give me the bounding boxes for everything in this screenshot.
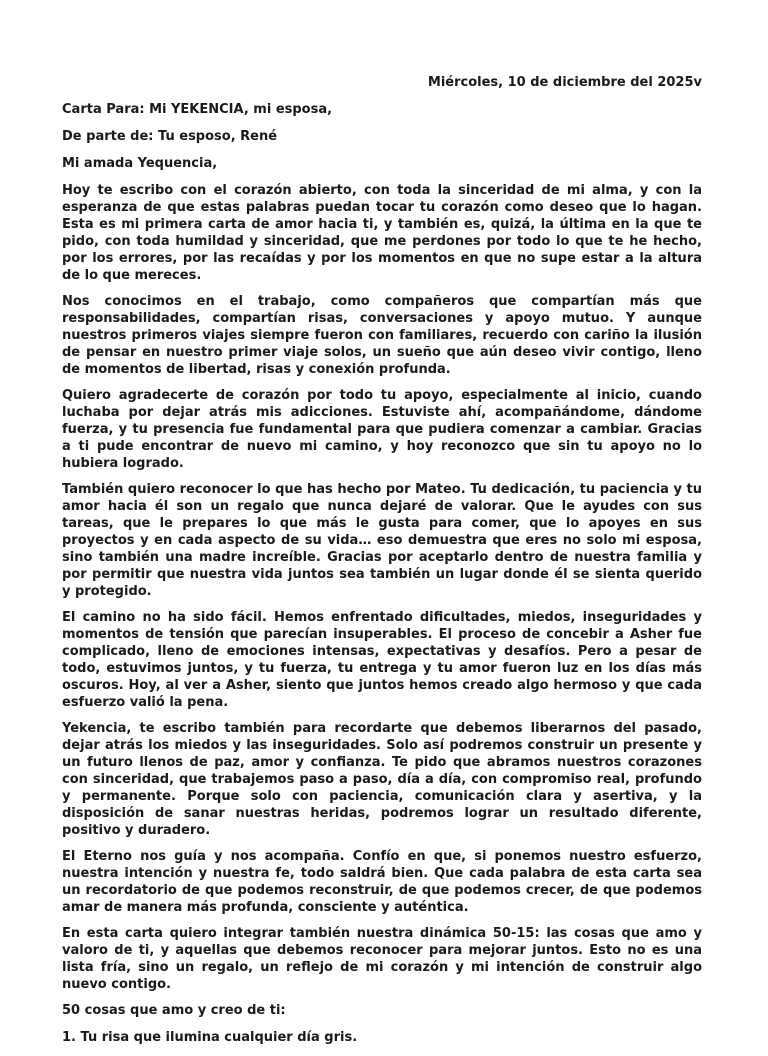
- paragraph-2: Nos conocimos en el trabajo, como compañeros que compartían más que responsabilidades, compartían risas, conversaciones y apoyo mutuo. Y aunque nuestros primeros viajes siempre fueron con familiares, recuerdo con cariño la ilusión de pensar en nuestro primer viaje solos, un sueño que aún deseo vivir contigo, lleno de momentos de libertad, risas y conexión profunda.: [62, 294, 702, 377]
- list-heading: 50 cosas que amo y creo de ti:: [62, 1003, 286, 1018]
- letter-greeting: Mi amada Yequencia,: [62, 156, 218, 171]
- letter-body: [62, 74, 702, 1056]
- paragraph-4: También quiero reconocer lo que has hecho por Mateo. Tu dedicación, tu paciencia y tu amor hacia él son un regalo que nunca dejaré de valorar. Que le ayudes con sus tareas, que le prepares lo que más le gusta para comer, que lo apoyes en sus proyectos y en cada aspecto de su vida… eso demuestra que eres no solo mi esposa, sino también una madre increíble. Gracias por aceptarlo dentro de nuestra familia y por permitir que nuestra vida juntos sea también un lugar donde él se sienta querido y protegido.: [62, 482, 702, 599]
- letter-sender: De parte de: Tu esposo, René: [62, 129, 278, 144]
- list-item-1: 1. Tu risa que ilumina cualquier día gris.: [62, 1030, 358, 1045]
- letter-date: Miércoles, 10 de diciembre del 2025v: [427, 75, 702, 90]
- paragraph-5: El camino no ha sido fácil. Hemos enfrentado dificultades, miedos, inseguridades y momentos de tensión que parecían insuperables. El proceso de concebir a Asher fue complicado, lleno de emociones intensas, expectativas y desafíos. Pero a pesar de todo, estuvimos juntos, y tu fuerza, tu entrega y tu amor fueron luz en los días más oscuros. Hoy, al ver a Asher, siento que juntos hemos creado algo hermoso y que cada esfuerzo valió la pena.: [62, 610, 702, 710]
- letter-recipient: Carta Para: Mi YEKENCIA, mi esposa,: [62, 102, 333, 117]
- paragraph-6: Yekencia, te escribo también para recordarte que debemos liberarnos del pasado, dejar atrás los miedos y las inseguridades. Solo así podremos construir un presente y un futuro llenos de paz, amor y confianza. Te pido que abramos nuestros corazones con sinceridad, que trabajemos paso a paso, día a día, con compromiso real, profundo y permanente. Porque solo con paciencia, comunicación clara y asertiva, y la disposición de sanar nuestras heridas, podremos lograr un resultado diferente, positivo y duradero.: [62, 721, 702, 838]
- paragraph-1: Hoy te escribo con el corazón abierto, con toda la sinceridad de mi alma, y con la esperanza de que estas palabras puedan tocar tu corazón como deseo que lo hagan. Esta es mi primera carta de amor hacia ti, y también es, quizá, la última en la que te pido, con toda humildad y sinceridad, que me perdones por todo lo que te he hecho, por los errores, por las recaídas y por los momentos en que no supe estar a la altura de lo que mereces.: [62, 183, 702, 283]
- paragraph-3: Quiero agradecerte de corazón por todo tu apoyo, especialmente al inicio, cuando luchaba por dejar atrás mis adicciones. Estuviste ahí, acompañándome, dándome fuerza, y tu presencia fue fundamental para que pudiera comenzar a cambiar. Gracias a ti pude encontrar de nuevo mi camino, y hoy reconozco que sin tu apoyo no lo hubiera logrado.: [62, 388, 702, 471]
- paragraph-7: El Eterno nos guía y nos acompaña. Confío en que, si ponemos nuestro esfuerzo, nuestra intención y nuestra fe, todo saldrá bien. Que cada palabra de esta carta sea un recordatorio de que podemos reconstruir, de que podemos crecer, de que podemos amar de manera más profunda, consciente y auténtica.: [62, 849, 702, 915]
- paragraph-8: En esta carta quiero integrar también nuestra dinámica 50-15: las cosas que amo y valoro de ti, y aquellas que debemos reconocer para mejorar juntos. Esto no es una lista fría, sino un regalo, un reflejo de mi corazón y mi intención de construir algo nuevo contigo.: [62, 926, 702, 992]
